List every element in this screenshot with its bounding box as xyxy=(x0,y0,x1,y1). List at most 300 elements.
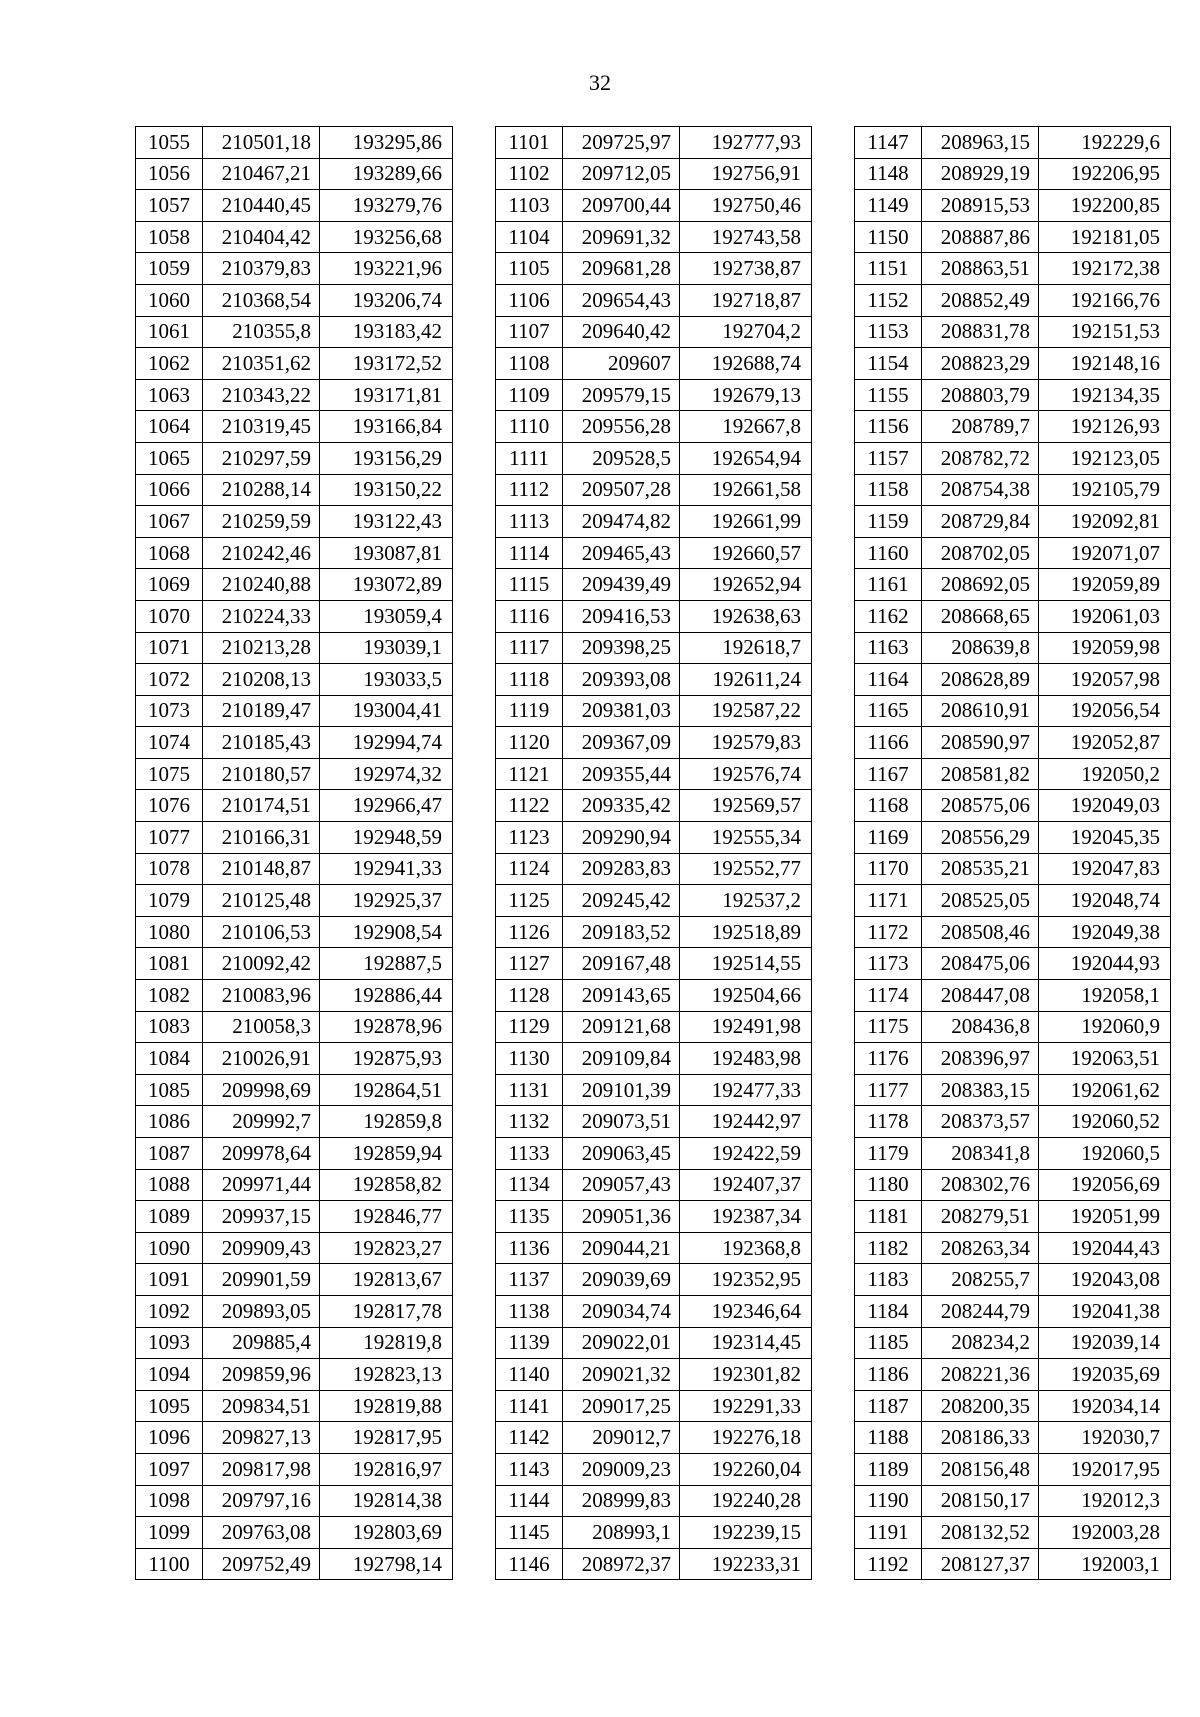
point-number: 1131 xyxy=(496,1074,563,1106)
table-row xyxy=(136,853,453,885)
point-number: 1179 xyxy=(855,1138,922,1170)
point-number: 1152 xyxy=(855,284,922,316)
table-row xyxy=(855,127,1171,159)
y-coordinate: 193221,96 xyxy=(320,253,453,285)
y-coordinate: 193122,43 xyxy=(320,506,453,538)
point-number: 1077 xyxy=(136,822,203,854)
y-coordinate: 192756,91 xyxy=(680,158,812,190)
table-row xyxy=(496,1390,812,1422)
table-row xyxy=(136,790,453,822)
page-number: 32 xyxy=(589,70,611,95)
y-coordinate: 192200,85 xyxy=(1039,190,1171,222)
point-number: 1085 xyxy=(136,1074,203,1106)
x-coordinate: 208221,36 xyxy=(922,1359,1039,1391)
y-coordinate: 192813,67 xyxy=(320,1264,453,1296)
x-coordinate: 210343,22 xyxy=(203,379,320,411)
point-number: 1113 xyxy=(496,506,563,538)
x-coordinate: 210106,53 xyxy=(203,916,320,948)
point-number: 1156 xyxy=(855,411,922,443)
x-coordinate: 208702,05 xyxy=(922,537,1039,569)
x-coordinate: 209725,97 xyxy=(563,127,680,159)
point-number: 1155 xyxy=(855,379,922,411)
table-row xyxy=(496,1327,812,1359)
point-number: 1083 xyxy=(136,1011,203,1043)
table-row xyxy=(136,1422,453,1454)
x-coordinate: 210501,18 xyxy=(203,127,320,159)
x-coordinate: 210242,46 xyxy=(203,537,320,569)
x-coordinate: 209681,28 xyxy=(563,253,680,285)
y-coordinate: 192148,16 xyxy=(1039,348,1171,380)
y-coordinate: 192060,9 xyxy=(1039,1011,1171,1043)
y-coordinate: 192407,37 xyxy=(680,1169,812,1201)
table-row xyxy=(136,1295,453,1327)
y-coordinate: 192047,83 xyxy=(1039,853,1171,885)
point-number: 1134 xyxy=(496,1169,563,1201)
table-row xyxy=(496,1422,812,1454)
table-row xyxy=(496,790,812,822)
y-coordinate: 192063,51 xyxy=(1039,1043,1171,1075)
point-number: 1180 xyxy=(855,1169,922,1201)
point-number: 1101 xyxy=(496,127,563,159)
point-number: 1095 xyxy=(136,1390,203,1422)
point-number: 1182 xyxy=(855,1232,922,1264)
point-number: 1186 xyxy=(855,1359,922,1391)
point-number: 1138 xyxy=(496,1295,563,1327)
table-row xyxy=(496,569,812,601)
y-coordinate: 192798,14 xyxy=(320,1548,453,1580)
x-coordinate: 209827,13 xyxy=(203,1422,320,1454)
x-coordinate: 208244,79 xyxy=(922,1295,1039,1327)
y-coordinate: 193256,68 xyxy=(320,221,453,253)
table-row xyxy=(496,284,812,316)
point-number: 1167 xyxy=(855,758,922,790)
y-coordinate: 192886,44 xyxy=(320,980,453,1012)
y-coordinate: 192819,88 xyxy=(320,1390,453,1422)
y-coordinate: 192206,95 xyxy=(1039,158,1171,190)
y-coordinate: 192071,07 xyxy=(1039,537,1171,569)
table-row xyxy=(136,506,453,538)
table-row xyxy=(136,253,453,285)
point-number: 1150 xyxy=(855,221,922,253)
table-row xyxy=(496,948,812,980)
x-coordinate: 208279,51 xyxy=(922,1201,1039,1233)
y-coordinate: 192233,31 xyxy=(680,1548,812,1580)
y-coordinate: 192039,14 xyxy=(1039,1327,1171,1359)
y-coordinate: 193033,5 xyxy=(320,664,453,696)
table-row xyxy=(136,569,453,601)
point-number: 1165 xyxy=(855,695,922,727)
point-number: 1079 xyxy=(136,885,203,917)
y-coordinate: 192012,3 xyxy=(1039,1485,1171,1517)
table-row xyxy=(855,1106,1171,1138)
y-coordinate: 192846,77 xyxy=(320,1201,453,1233)
y-coordinate: 192058,1 xyxy=(1039,980,1171,1012)
table-row xyxy=(136,1043,453,1075)
point-number: 1064 xyxy=(136,411,203,443)
x-coordinate: 209367,09 xyxy=(563,727,680,759)
table-row xyxy=(496,1295,812,1327)
y-coordinate: 192123,05 xyxy=(1039,442,1171,474)
coordinates-table-2 xyxy=(495,126,812,1580)
x-coordinate: 209700,44 xyxy=(563,190,680,222)
y-coordinate: 192442,97 xyxy=(680,1106,812,1138)
table-row xyxy=(136,1485,453,1517)
x-coordinate: 208436,8 xyxy=(922,1011,1039,1043)
y-coordinate: 192819,8 xyxy=(320,1327,453,1359)
point-number: 1139 xyxy=(496,1327,563,1359)
x-coordinate: 209893,05 xyxy=(203,1295,320,1327)
table-row xyxy=(136,284,453,316)
x-coordinate: 210319,45 xyxy=(203,411,320,443)
point-number: 1166 xyxy=(855,727,922,759)
y-coordinate: 192291,33 xyxy=(680,1390,812,1422)
table-row xyxy=(496,1359,812,1391)
y-coordinate: 192134,35 xyxy=(1039,379,1171,411)
y-coordinate: 193289,66 xyxy=(320,158,453,190)
point-number: 1118 xyxy=(496,664,563,696)
x-coordinate: 210026,91 xyxy=(203,1043,320,1075)
x-coordinate: 209398,25 xyxy=(563,632,680,664)
x-coordinate: 210440,45 xyxy=(203,190,320,222)
x-coordinate: 208447,08 xyxy=(922,980,1039,1012)
y-coordinate: 192875,93 xyxy=(320,1043,453,1075)
table-row xyxy=(496,1232,812,1264)
y-coordinate: 192057,98 xyxy=(1039,664,1171,696)
table-row xyxy=(496,1201,812,1233)
point-number: 1145 xyxy=(496,1517,563,1549)
table-row xyxy=(855,948,1171,980)
table-row xyxy=(855,1422,1171,1454)
point-number: 1161 xyxy=(855,569,922,601)
point-number: 1074 xyxy=(136,727,203,759)
x-coordinate: 210125,48 xyxy=(203,885,320,917)
table-row xyxy=(855,348,1171,380)
y-coordinate: 192301,82 xyxy=(680,1359,812,1391)
point-number: 1075 xyxy=(136,758,203,790)
x-coordinate: 208754,38 xyxy=(922,474,1039,506)
point-number: 1080 xyxy=(136,916,203,948)
x-coordinate: 210297,59 xyxy=(203,442,320,474)
table-row xyxy=(496,600,812,632)
point-number: 1178 xyxy=(855,1106,922,1138)
point-number: 1158 xyxy=(855,474,922,506)
table-row xyxy=(496,1517,812,1549)
table-row xyxy=(136,537,453,569)
x-coordinate: 210189,47 xyxy=(203,695,320,727)
table-row xyxy=(136,1011,453,1043)
table-row xyxy=(136,1327,453,1359)
y-coordinate: 192387,34 xyxy=(680,1201,812,1233)
point-number: 1181 xyxy=(855,1201,922,1233)
x-coordinate: 209507,28 xyxy=(563,474,680,506)
x-coordinate: 208302,76 xyxy=(922,1169,1039,1201)
point-number: 1168 xyxy=(855,790,922,822)
x-coordinate: 209465,43 xyxy=(563,537,680,569)
x-coordinate: 209063,45 xyxy=(563,1138,680,1170)
x-coordinate: 208963,15 xyxy=(922,127,1039,159)
y-coordinate: 192052,87 xyxy=(1039,727,1171,759)
point-number: 1160 xyxy=(855,537,922,569)
table-row xyxy=(496,348,812,380)
y-coordinate: 192003,1 xyxy=(1039,1548,1171,1580)
table-row xyxy=(136,1517,453,1549)
point-number: 1122 xyxy=(496,790,563,822)
table-row xyxy=(855,980,1171,1012)
table-row xyxy=(496,1548,812,1580)
point-number: 1065 xyxy=(136,442,203,474)
x-coordinate: 209763,08 xyxy=(203,1517,320,1549)
table-row xyxy=(136,1138,453,1170)
table-row xyxy=(855,758,1171,790)
point-number: 1135 xyxy=(496,1201,563,1233)
table-row xyxy=(496,1453,812,1485)
x-coordinate: 209978,64 xyxy=(203,1138,320,1170)
x-coordinate: 209834,51 xyxy=(203,1390,320,1422)
point-number: 1126 xyxy=(496,916,563,948)
x-coordinate: 208863,51 xyxy=(922,253,1039,285)
x-coordinate: 210185,43 xyxy=(203,727,320,759)
x-coordinate: 208150,17 xyxy=(922,1485,1039,1517)
x-coordinate: 209283,83 xyxy=(563,853,680,885)
x-coordinate: 208915,53 xyxy=(922,190,1039,222)
point-number: 1125 xyxy=(496,885,563,917)
x-coordinate: 209044,21 xyxy=(563,1232,680,1264)
x-coordinate: 210213,28 xyxy=(203,632,320,664)
y-coordinate: 192172,38 xyxy=(1039,253,1171,285)
x-coordinate: 208200,35 xyxy=(922,1390,1039,1422)
point-number: 1170 xyxy=(855,853,922,885)
coordinates-table-1 xyxy=(135,126,453,1580)
x-coordinate: 208729,84 xyxy=(922,506,1039,538)
table-row xyxy=(855,1011,1171,1043)
y-coordinate: 192059,89 xyxy=(1039,569,1171,601)
point-number: 1189 xyxy=(855,1453,922,1485)
point-number: 1086 xyxy=(136,1106,203,1138)
y-coordinate: 192823,13 xyxy=(320,1359,453,1391)
table-row xyxy=(855,284,1171,316)
table-row xyxy=(855,1359,1171,1391)
y-coordinate: 192504,66 xyxy=(680,980,812,1012)
point-number: 1105 xyxy=(496,253,563,285)
table-row xyxy=(496,1074,812,1106)
y-coordinate: 192043,08 xyxy=(1039,1264,1171,1296)
table-row xyxy=(855,727,1171,759)
point-number: 1127 xyxy=(496,948,563,980)
y-coordinate: 192126,93 xyxy=(1039,411,1171,443)
y-coordinate: 192864,51 xyxy=(320,1074,453,1106)
table-row xyxy=(496,1138,812,1170)
table-row xyxy=(136,1390,453,1422)
x-coordinate: 210467,21 xyxy=(203,158,320,190)
x-coordinate: 208852,49 xyxy=(922,284,1039,316)
x-coordinate: 209021,32 xyxy=(563,1359,680,1391)
table-row xyxy=(136,474,453,506)
y-coordinate: 193183,42 xyxy=(320,316,453,348)
table-row xyxy=(496,758,812,790)
table-row xyxy=(136,1201,453,1233)
point-number: 1142 xyxy=(496,1422,563,1454)
table-row xyxy=(496,853,812,885)
point-number: 1103 xyxy=(496,190,563,222)
y-coordinate: 192056,69 xyxy=(1039,1169,1171,1201)
x-coordinate: 209355,44 xyxy=(563,758,680,790)
table-row xyxy=(855,379,1171,411)
x-coordinate: 208999,83 xyxy=(563,1485,680,1517)
x-coordinate: 208610,91 xyxy=(922,695,1039,727)
point-number: 1146 xyxy=(496,1548,563,1580)
table-row xyxy=(855,1201,1171,1233)
x-coordinate: 209101,39 xyxy=(563,1074,680,1106)
point-number: 1106 xyxy=(496,284,563,316)
y-coordinate: 192048,74 xyxy=(1039,885,1171,917)
point-number: 1119 xyxy=(496,695,563,727)
table-row xyxy=(496,1106,812,1138)
table-row xyxy=(136,695,453,727)
y-coordinate: 192688,74 xyxy=(680,348,812,380)
point-number: 1173 xyxy=(855,948,922,980)
y-coordinate: 192181,05 xyxy=(1039,221,1171,253)
point-number: 1190 xyxy=(855,1485,922,1517)
table-row xyxy=(136,1169,453,1201)
point-number: 1057 xyxy=(136,190,203,222)
y-coordinate: 192587,22 xyxy=(680,695,812,727)
y-coordinate: 192049,38 xyxy=(1039,916,1171,948)
x-coordinate: 209393,08 xyxy=(563,664,680,696)
y-coordinate: 192260,04 xyxy=(680,1453,812,1485)
point-number: 1094 xyxy=(136,1359,203,1391)
table-row xyxy=(136,948,453,980)
point-number: 1066 xyxy=(136,474,203,506)
y-coordinate: 192537,2 xyxy=(680,885,812,917)
table-row xyxy=(855,1390,1171,1422)
x-coordinate: 208823,29 xyxy=(922,348,1039,380)
y-coordinate: 192552,77 xyxy=(680,853,812,885)
x-coordinate: 208508,46 xyxy=(922,916,1039,948)
y-coordinate: 193206,74 xyxy=(320,284,453,316)
x-coordinate: 208525,05 xyxy=(922,885,1039,917)
x-coordinate: 209640,42 xyxy=(563,316,680,348)
y-coordinate: 192652,94 xyxy=(680,569,812,601)
y-coordinate: 193087,81 xyxy=(320,537,453,569)
point-number: 1130 xyxy=(496,1043,563,1075)
y-coordinate: 192569,57 xyxy=(680,790,812,822)
x-coordinate: 209039,69 xyxy=(563,1264,680,1296)
table-row xyxy=(136,980,453,1012)
point-number: 1153 xyxy=(855,316,922,348)
x-coordinate: 209109,84 xyxy=(563,1043,680,1075)
point-number: 1116 xyxy=(496,600,563,632)
x-coordinate: 208692,05 xyxy=(922,569,1039,601)
x-coordinate: 210180,57 xyxy=(203,758,320,790)
y-coordinate: 193004,41 xyxy=(320,695,453,727)
point-number: 1062 xyxy=(136,348,203,380)
x-coordinate: 209057,43 xyxy=(563,1169,680,1201)
x-coordinate: 210092,42 xyxy=(203,948,320,980)
x-coordinate: 209121,68 xyxy=(563,1011,680,1043)
x-coordinate: 208993,1 xyxy=(563,1517,680,1549)
point-number: 1100 xyxy=(136,1548,203,1580)
y-coordinate: 192661,58 xyxy=(680,474,812,506)
x-coordinate: 209937,15 xyxy=(203,1201,320,1233)
table-row xyxy=(496,1169,812,1201)
table-row xyxy=(136,1453,453,1485)
y-coordinate: 192814,38 xyxy=(320,1485,453,1517)
table-row xyxy=(855,1485,1171,1517)
x-coordinate: 208255,7 xyxy=(922,1264,1039,1296)
x-coordinate: 208396,97 xyxy=(922,1043,1039,1075)
point-number: 1136 xyxy=(496,1232,563,1264)
y-coordinate: 193172,52 xyxy=(320,348,453,380)
x-coordinate: 210355,8 xyxy=(203,316,320,348)
point-number: 1092 xyxy=(136,1295,203,1327)
x-coordinate: 209607 xyxy=(563,348,680,380)
x-coordinate: 208590,97 xyxy=(922,727,1039,759)
point-number: 1112 xyxy=(496,474,563,506)
table-row xyxy=(136,664,453,696)
point-number: 1071 xyxy=(136,632,203,664)
y-coordinate: 192352,95 xyxy=(680,1264,812,1296)
x-coordinate: 209817,98 xyxy=(203,1453,320,1485)
table-row xyxy=(136,632,453,664)
y-coordinate: 192229,6 xyxy=(1039,127,1171,159)
point-number: 1151 xyxy=(855,253,922,285)
point-number: 1129 xyxy=(496,1011,563,1043)
y-coordinate: 192948,59 xyxy=(320,822,453,854)
table-row xyxy=(136,316,453,348)
point-number: 1171 xyxy=(855,885,922,917)
x-coordinate: 209034,74 xyxy=(563,1295,680,1327)
point-number: 1148 xyxy=(855,158,922,190)
point-number: 1110 xyxy=(496,411,563,443)
table-row xyxy=(136,916,453,948)
point-number: 1143 xyxy=(496,1453,563,1485)
table-row xyxy=(136,1106,453,1138)
point-number: 1091 xyxy=(136,1264,203,1296)
x-coordinate: 209556,28 xyxy=(563,411,680,443)
x-coordinate: 209381,03 xyxy=(563,695,680,727)
point-number: 1157 xyxy=(855,442,922,474)
x-coordinate: 210083,96 xyxy=(203,980,320,1012)
table-row xyxy=(855,411,1171,443)
y-coordinate: 192049,03 xyxy=(1039,790,1171,822)
point-number: 1070 xyxy=(136,600,203,632)
table-row xyxy=(136,822,453,854)
y-coordinate: 193150,22 xyxy=(320,474,453,506)
x-coordinate: 209245,42 xyxy=(563,885,680,917)
table-row xyxy=(496,442,812,474)
y-coordinate: 193295,86 xyxy=(320,127,453,159)
y-coordinate: 192061,03 xyxy=(1039,600,1171,632)
point-number: 1141 xyxy=(496,1390,563,1422)
point-number: 1107 xyxy=(496,316,563,348)
table-row xyxy=(136,600,453,632)
table-row xyxy=(855,221,1171,253)
table-row xyxy=(496,474,812,506)
table-row xyxy=(855,1138,1171,1170)
table-row xyxy=(496,980,812,1012)
table-row xyxy=(136,442,453,474)
point-number: 1069 xyxy=(136,569,203,601)
point-number: 1072 xyxy=(136,664,203,696)
x-coordinate: 208782,72 xyxy=(922,442,1039,474)
x-coordinate: 209528,5 xyxy=(563,442,680,474)
point-number: 1176 xyxy=(855,1043,922,1075)
table-row xyxy=(496,1485,812,1517)
x-coordinate: 210174,51 xyxy=(203,790,320,822)
point-number: 1096 xyxy=(136,1422,203,1454)
point-number: 1192 xyxy=(855,1548,922,1580)
x-coordinate: 208234,2 xyxy=(922,1327,1039,1359)
